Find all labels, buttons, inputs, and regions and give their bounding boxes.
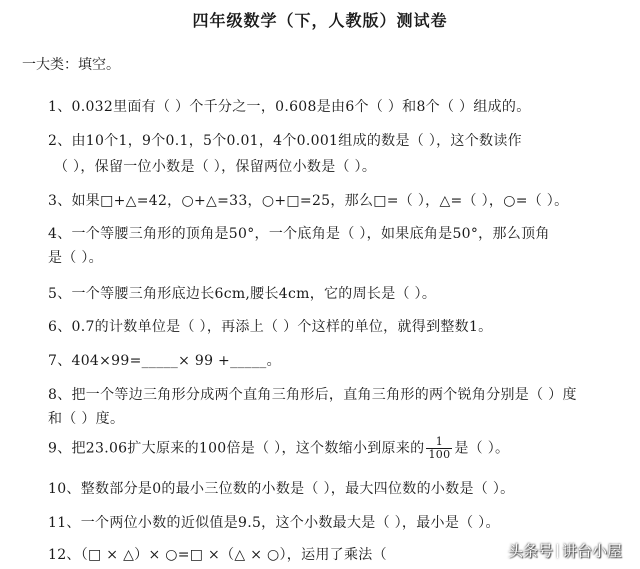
question-6: 6、0.7的计数单位是（ ），再添上（ ）个这样的单位，就得到整数1。 [48, 319, 493, 335]
fraction [426, 436, 452, 461]
question-4-line-1: 4、一个等腰三角形的顶角是50°，一个底角是（ ），如果底角是50°，那么顶角 [48, 226, 550, 242]
question-11: 11、一个两位小数的近似值是9.5，这个小数最大是（ ），最小是（ ）。 [48, 515, 500, 531]
watermark-divider [557, 544, 558, 558]
question-2-line-2: （ ），保留一位小数是（ ），保留两位小数是（ ）。 [54, 159, 377, 175]
watermark-author: 讲台小屋 [561, 542, 622, 560]
watermark [508, 540, 622, 561]
page-title: 四年级数学（下，人教版）测试卷 [192, 11, 448, 30]
question-9-text-after: 是（ ）。 [454, 440, 510, 457]
question-4-line-2: 是（ ）。 [48, 250, 103, 266]
question-8-line-1: 8、把一个等边三角形分成两个直角三角形后，直角三角形的两个锐角分别是（ ）度 [48, 387, 577, 403]
question-2-line-1: 2、由10个1，9个0.1，5个0.01，4个0.001组成的数是（ ），这个数读作 [48, 133, 522, 149]
question-9-text-before: 9、把23.06扩大原来的100倍是（ ），这个数缩小到原来的 [48, 440, 425, 457]
fraction-numerator: 1 [426, 436, 452, 449]
question-12: 12、（□ × △）× ○=□ ×（△ × ○），运用了乘法（ [48, 547, 387, 563]
section-heading: 一大类：填空。 [22, 57, 120, 73]
question-3: 3、如果□+△=42，○+△=33，○+□=25，那么□=（ ），△=（ ），○=（ ）。 [48, 193, 569, 209]
watermark-source: 头条号 [507, 542, 553, 560]
question-1: 1、0.032里面有（ ）个千分之一，0.608是由6个（ ）和8个（ ）组成的。 [48, 99, 531, 115]
question-9 [48, 436, 509, 461]
question-10: 10、整数部分是0的最小三位数的小数是（ ），最大四位数的小数是（ ）。 [48, 481, 515, 497]
question-8-line-2: 和（ ）度。 [48, 411, 125, 427]
question-7: 7、404×99=_____× 99 +_____。 [48, 353, 281, 369]
fraction-denominator: 100 [428, 448, 451, 461]
question-5: 5、一个等腰三角形底边长6cm,腰长4cm，它的周长是（ ）。 [48, 286, 437, 302]
